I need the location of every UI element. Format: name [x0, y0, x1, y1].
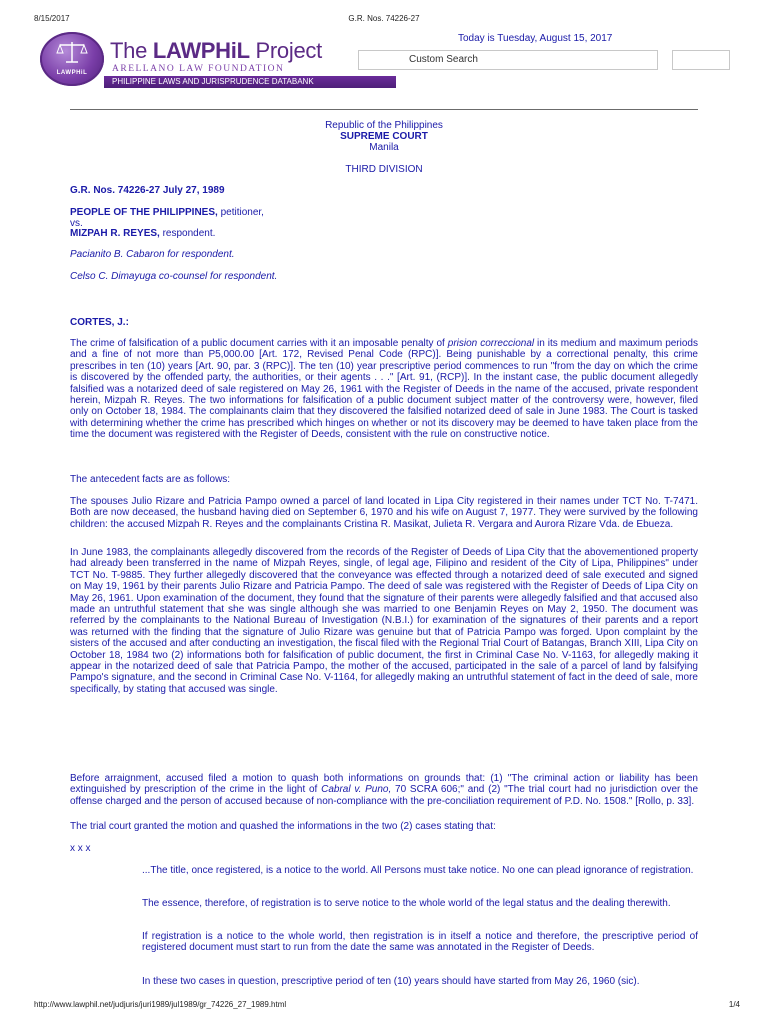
ponente: CORTES, J.:: [70, 317, 129, 328]
print-page-number: 1/4: [728, 1000, 740, 1009]
court-name: SUPREME COURT: [340, 131, 428, 142]
quote-1: ...The title, once registered, is a notice to the world. All Persons must take notice. No one can plead ignorance of registration.: [142, 865, 694, 876]
court-division: THIRD DIVISION: [345, 164, 423, 175]
republic-line: Republic of the Philippines: [325, 120, 443, 131]
paragraph-3: The spouses Julio Rizare and Patricia Pampo owned a parcel of land located in Lipa City registered in their names under TCT No. T-7471. Both are now deceased, the husband having died on September 6, 1970 and his wife on August 7, 1977. They were survived by the following children: the accused Mizpah R. Reyes and the complainants Cristina R. Masikat, Julieta R. Vergara and Aurora Rizare Vda. de Ebueza.: [70, 496, 698, 530]
quote-2: The essence, therefore, of registration is to serve notice to the whole world of the legal status and the dealing therewith.: [142, 898, 671, 909]
court-city: Manila: [369, 142, 399, 153]
header-divider: [70, 109, 698, 110]
paragraph-1: The crime of falsification of a public document carries with it an imposable penalty of prision correccional in its medium and maximum periods and a fine of not more than P5,000.00 [Art. 172, Revised Penal Code (RPC)]. Being punishable by a correctional penalty, this crime prescribes in ten (10) years [Art. 90, par. 3 (RPC)]. The ten (10) year prescriptive period commences to run "from the day on which the crime is discovered by the offended party, the authorities, or their agents . . ." [Art. 91, (RCP)]. In the instant case, the public document allegedly falsified was a notarized deed of sale registered on May 26, 1961 with the Register of Deeds in the name of the accused, private respondent herein, Mizpah R. Reyes. The two informations for falsification of a public document subject matter of the controversy were, however, filed only on October 18, 1984. The complainants claim that they discovered the falsified notarized deed of sale in June 1983. The Court is tasked with determining whether the crime has prescribed which hinges on whether or not its discovery may be deemed to have taken place from the time the document was registered with the Register of Deeds, consistent with the rule on constructive notice.: [70, 338, 698, 441]
site-tagline: PHILIPPINE LAWS AND JURISPRUDENCE DATABANK: [104, 76, 396, 88]
site-subtitle: ARELLANO LAW FOUNDATION: [112, 64, 285, 74]
scales-of-justice-icon: [40, 32, 104, 86]
search-placeholder: Custom Search: [409, 54, 478, 65]
respondent: MIZPAH R. REYES, respondent.: [70, 228, 216, 239]
case-number: G.R. Nos. 74226-27 July 27, 1989: [70, 185, 225, 196]
paragraph-2: The antecedent facts are as follows:: [70, 474, 231, 485]
print-header: [0, 14, 768, 26]
site-logo[interactable]: [40, 32, 360, 88]
search-input[interactable]: [358, 50, 658, 70]
print-title: G.R. Nos. 74226-27: [348, 14, 420, 23]
paragraph-4: In June 1983, the complainants allegedly discovered from the records of the Register of Deeds of Lipa City that the abovementioned property had already been transferred in the name of Mizpah Reyes, single, of legal age, Filipino and resident of the City of Lipa, Philippines" under TCT No. T-9885. They further allegedly discovered that the conveyance was effected through a notarized deed of sale executed and signed on May 19, 1961 by their parents Julio Rizare and Patricia Pampo. The deed of sale was registered with the Register of Deeds of Lipa City on May 26, 1961. Upon examination of the document, they found that the signature of their parents were allegedly falsified and that accused also made an untruthful statement that she was single although she was married to one Benjamin Reyes on May 2, 1950. The document was referred by the complainants to the National Bureau of Investigation (N.B.I.) for examination of the signatures of their parents and a report was returned with the finding that the signature of Julio Rizare was genuine but that of Patricia Pampo was forged. Upon complaint by the sisters of the accused and after conducting an investigation, the fiscal filed with the Regional Trial Court of Batangas, Branch XIII, Lipa City on October 18, 1984 two (2) informations both for falsification of public document, the first in Criminal Case No. V-1163, for allegedly making it appear in the notarized deed of sale that Patricia Pampo, the mother of the accused, participated in the sale of a parcel of land by falsifying Pampo's signature, and the second in Criminal Case No. V-1164, for allegedly making an untruthful statement of fact in the deed of sale, more specifically, by stating that accused was single.: [70, 547, 698, 695]
logo-badge-text: LAWPHiL: [56, 70, 88, 76]
counsel-1: Pacianito B. Cabaron for respondent.: [70, 249, 235, 260]
versus: vs.: [70, 218, 83, 229]
print-footer: [0, 1000, 768, 1012]
paragraph-6: The trial court granted the motion and quashed the informations in the two (2) cases stating that:: [70, 821, 496, 832]
site-title: The LAWPHiL Project: [110, 38, 322, 63]
print-url[interactable]: http://www.lawphil.net/judjuris/juri1989/jul1989/gr_74226_27_1989.html: [34, 1000, 287, 1009]
print-date: 8/15/2017: [34, 14, 70, 23]
quote-4: In these two cases in question, prescriptive period of ten (10) years should have started from May 26, 1960 (sic).: [142, 976, 640, 987]
paragraph-7: x x x: [70, 843, 91, 854]
counsel-2: Celso C. Dimayuga co-counsel for respondent.: [70, 271, 278, 282]
search-button[interactable]: [672, 50, 730, 70]
quote-3: If registration is a notice to the whole world, then registration is in itself a notice and therefore, the prescriptive period of registered document must start to run from the date the same was annotated in the Register of Deeds.: [142, 931, 698, 954]
paragraph-5: Before arraignment, accused filed a motion to quash both informations on grounds that: (1) "The criminal action or liability has been extinguished by prescription of the crime in the light of Cabral v. Puno, 70 SCRA 606;" and (2) "The trial court had no jurisdiction over the offense charged and the person of accused because of non-compliance with the pre-conciliation requirement of P.D. No. 1508." [Rollo, p. 33].: [70, 773, 698, 807]
today-date: Today is Tuesday, August 15, 2017: [458, 33, 613, 44]
petitioner: PEOPLE OF THE PHILIPPINES, petitioner,: [70, 207, 264, 218]
